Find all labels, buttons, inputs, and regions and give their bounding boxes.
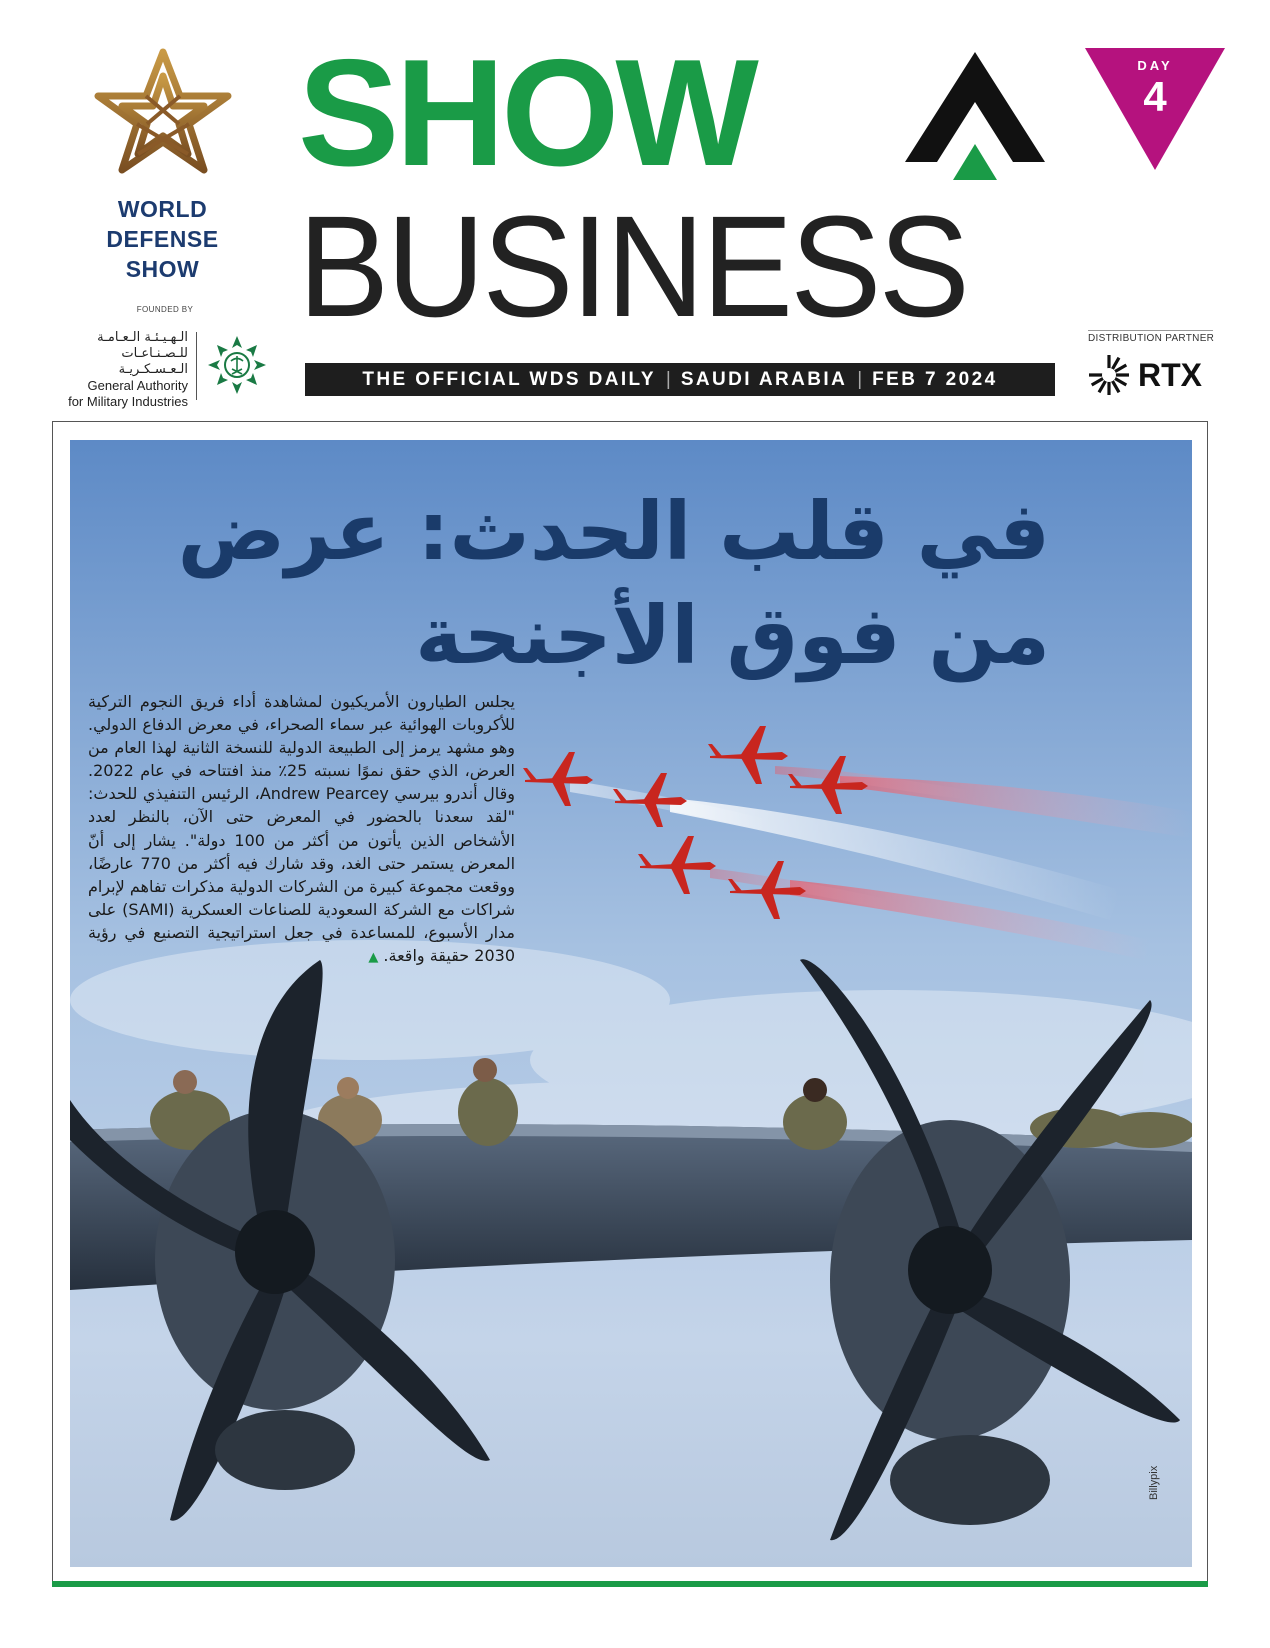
gami-english-line: General Authority (87, 378, 188, 393)
headline-line: في قلب الحدث: عرض (177, 485, 1050, 578)
footer-green-rule (52, 1581, 1208, 1587)
day-badge-label: DAY (1137, 58, 1173, 73)
rtx-sunburst-icon (1088, 354, 1130, 396)
headline-line: من فوق الأجنحة (415, 589, 1050, 682)
founded-by-label: FOUNDED BY (136, 305, 194, 314)
rtx-logo-text: RTX (1138, 357, 1202, 393)
cover-headline (120, 480, 1050, 688)
masthead-business: BUSINESS (298, 186, 968, 347)
gami-logo (48, 330, 278, 409)
day-badge-number: 4 (1143, 73, 1167, 120)
show-chevron-icon (905, 52, 1045, 194)
dateline-separator: | (857, 368, 863, 390)
gami-arabic-line: للـصـنـاعـات الـعـسـكـريـة (118, 346, 188, 377)
dateline-date: FEB 7 2024 (872, 368, 998, 390)
gami-arabic-line: الـهـيـئـة الـعـامـة (97, 330, 188, 345)
dateline-publication: THE OFFICIAL WDS DAILY (362, 368, 656, 390)
gami-text (48, 330, 188, 410)
cover-body-text (88, 690, 515, 969)
gami-divider (196, 332, 197, 400)
distribution-rule (1088, 330, 1213, 331)
story-end-mark-icon: ▲ (368, 950, 379, 966)
cover-body-paragraph: يجلس الطيارون الأمريكيون لمشاهدة أداء فريق النجوم التركية للأكروبات الهوائية عبر سماء الصحراء، في معرض الدفاع الدولي. وهو مشهد يرمز إلى الطبيعة الدولية للنسخة الثانية لهذا العام من العرض، الذي حقق نموًا نسبته 25٪ منذ افتتاحه في عام 2022. وقال أندرو بيرسي Andrew Pearcey، الرئيس التنفيذي للحدث: "لقد سعدنا بالحضور في المعرض حتى الآن، بالنظر لعدد الأشخاص الذين يأتون من أكثر من 100 دولة". يشار إلى أنّ المعرض يستمر حتى الغد، وقد شارك فيه أكثر من 770 عارضًا، ووقعت مجموعة كبيرة من الشركات الدولية مذكرات تفاهم لإبرام شراكات مع الشركة السعودية للصناعات العسكرية (SAMI) على مدار الأسبوع، للمساعدة في جعل استراتيجية التصنيع في رؤية 2030 حقيقة واقعة. (88, 692, 516, 966)
dateline-location: SAUDI ARABIA (680, 368, 848, 390)
dateline-bar (305, 363, 1055, 396)
distribution-partner-label: DISTRIBUTION PARTNER (1088, 333, 1215, 344)
photo-credit: Billypix (1148, 1465, 1160, 1500)
dateline-separator: | (665, 368, 671, 390)
masthead-show: SHOW (298, 28, 755, 198)
wds-name-line: WORLD (117, 196, 208, 222)
gami-english-line: for Military Industries (68, 394, 188, 409)
saudi-palm-emblem-icon (206, 334, 268, 396)
wds-star-emblem-icon (88, 44, 238, 194)
wds-name-line: DEFENSE (106, 226, 219, 252)
wds-logo (80, 44, 245, 284)
wds-name-line: SHOW (125, 256, 200, 282)
